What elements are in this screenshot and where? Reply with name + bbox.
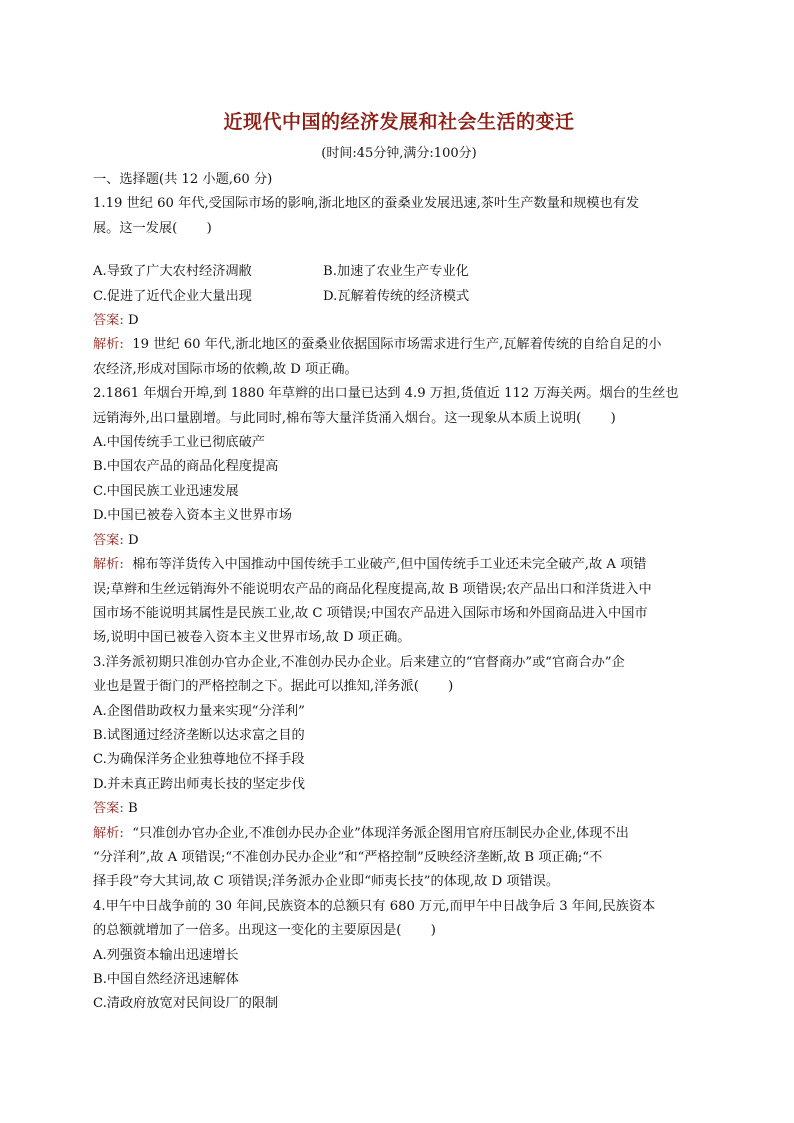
section-heading: 一、选择题(共 12 小题,60 分) <box>93 172 273 187</box>
analysis-line <box>93 553 705 577</box>
option-c: C.中国民族工业迅速发展 <box>93 483 239 499</box>
analysis-text: 棉布等洋货传入中国推动中国传统手工业破产,但中国传统手工业还未完全破产,故 A 项错 <box>123 557 647 573</box>
option-b: B.中国自然经济迅速解体 <box>93 972 239 987</box>
analysis-text: 场,说明中国已被卷入资本主义世界市场,故 D 项正确。 <box>93 630 411 646</box>
option-b: B.加速了农业生产专业化 <box>323 264 469 280</box>
question-stem: 远销海外,出口量剧增。与此同时,棉布等大量洋货涌入烟台。这一现象从本质上说明( ) <box>93 410 616 426</box>
analysis-label: 解析: <box>93 825 124 841</box>
analysis-line <box>93 333 705 357</box>
question-stem: 3.洋务派初期只准创办官办企业,不准创办民办企业。后来建立的“官督商办”或“官商合办”企 <box>93 654 625 670</box>
question-stem: 4.甲午中日战争前的 30 年间,民族资本的总额只有 680 万元,而甲午中日战争后 3 年间,民族资本 <box>93 898 656 914</box>
answer-line <box>93 309 705 333</box>
analysis-text: 误;草辫和生丝远销海外不能说明农产品的商品化程度提高,故 B 项错误;农产品出口和洋货进入中 <box>93 581 652 597</box>
option-c: C.清政府放宽对民间设厂的限制 <box>93 996 279 1012</box>
answer-label: 答案: <box>93 532 124 548</box>
question-stem: 的总额就增加了一倍多。出现这一变化的主要原因是( ) <box>93 923 436 939</box>
answer-line <box>93 529 705 553</box>
option-row <box>93 260 705 284</box>
option-d: D.中国已被卷入资本主义世界市场 <box>93 508 292 524</box>
analysis-text: 农经济,形成对国际市场的依赖,故 D 项正确。 <box>93 361 358 377</box>
answer-value: B <box>123 801 138 817</box>
document-page <box>93 108 705 1017</box>
exam-time-score: (时间:45分钟,满分:100分) <box>321 146 477 161</box>
option-d: D.并未真正跨出师夷长技的坚定步伐 <box>93 776 306 792</box>
analysis-line <box>93 822 705 846</box>
answer-value: D <box>123 313 139 329</box>
option-c: C.为确保洋务企业独尊地位不择手段 <box>93 752 305 768</box>
question-stem: 展。这一发展( ) <box>93 220 212 236</box>
answer-label: 答案: <box>93 801 124 817</box>
question-4 <box>93 895 705 1017</box>
option-b: B.试图通过经济垄断以达求富之目的 <box>93 727 305 743</box>
question-2 <box>93 382 705 650</box>
question-stem: 2.1861 年烟台开埠,到 1880 年草辫的出口量已达到 4.9 万担,货值近 112 万海关两。烟台的生丝也 <box>93 386 679 402</box>
question-stem: 业也是置于衙门的严格控制之下。据此可以推知,洋务派( ) <box>93 679 454 695</box>
answer-value: D <box>123 532 139 548</box>
option-row <box>93 285 705 309</box>
option-a: A.导致了广大农村经济凋敝 <box>93 264 252 280</box>
analysis-text: “分洋利”,故 A 项错误;“不准创办民办企业”和“严格控制”反映经济垄断,故 B 项正确;“不 <box>93 849 603 865</box>
analysis-text: 19 世纪 60 年代,浙北地区的蚕桑业依据国际市场需求进行生产,瓦解着传统的自给自足的小 <box>123 337 662 353</box>
option-a: A.中国传统手工业已彻底破产 <box>93 435 265 451</box>
analysis-label: 解析: <box>93 337 124 353</box>
analysis-label: 解析: <box>93 557 124 573</box>
question-stem: 1.19 世纪 60 年代,受国际市场的影响,浙北地区的蚕桑业发展迅速,茶叶生产数量和规模也有发 <box>93 196 640 212</box>
page-title: 近现代中国的经济发展和社会生活的变迁 <box>223 111 575 133</box>
option-a: A.企图借助政权力量来实现“分洋利” <box>93 703 305 719</box>
answer-label: 答案: <box>93 313 124 329</box>
option-c: C.促进了近代企业大量出现 <box>93 288 252 304</box>
answer-line <box>93 797 705 821</box>
option-b: B.中国农产品的商品化程度提高 <box>93 459 279 475</box>
analysis-text: 择手段”夸大其词,故 C 项错误;洋务派办企业即“师夷长技”的体现,故 D 项错误。 <box>93 874 560 890</box>
option-a: A.列强资本输出迅速增长 <box>93 947 239 963</box>
question-1 <box>93 192 705 382</box>
analysis-text: “只准创办官办企业,不准创办民办企业”体现洋务派企图用官府压制民办企业,体现不出 <box>123 825 629 841</box>
option-d: D.瓦解着传统的经济模式 <box>323 288 470 304</box>
question-3 <box>93 651 705 895</box>
analysis-text: 国市场不能说明其属性是民族工业,故 C 项错误;中国农产品进入国际市场和外国商品进入中国市 <box>93 605 648 621</box>
